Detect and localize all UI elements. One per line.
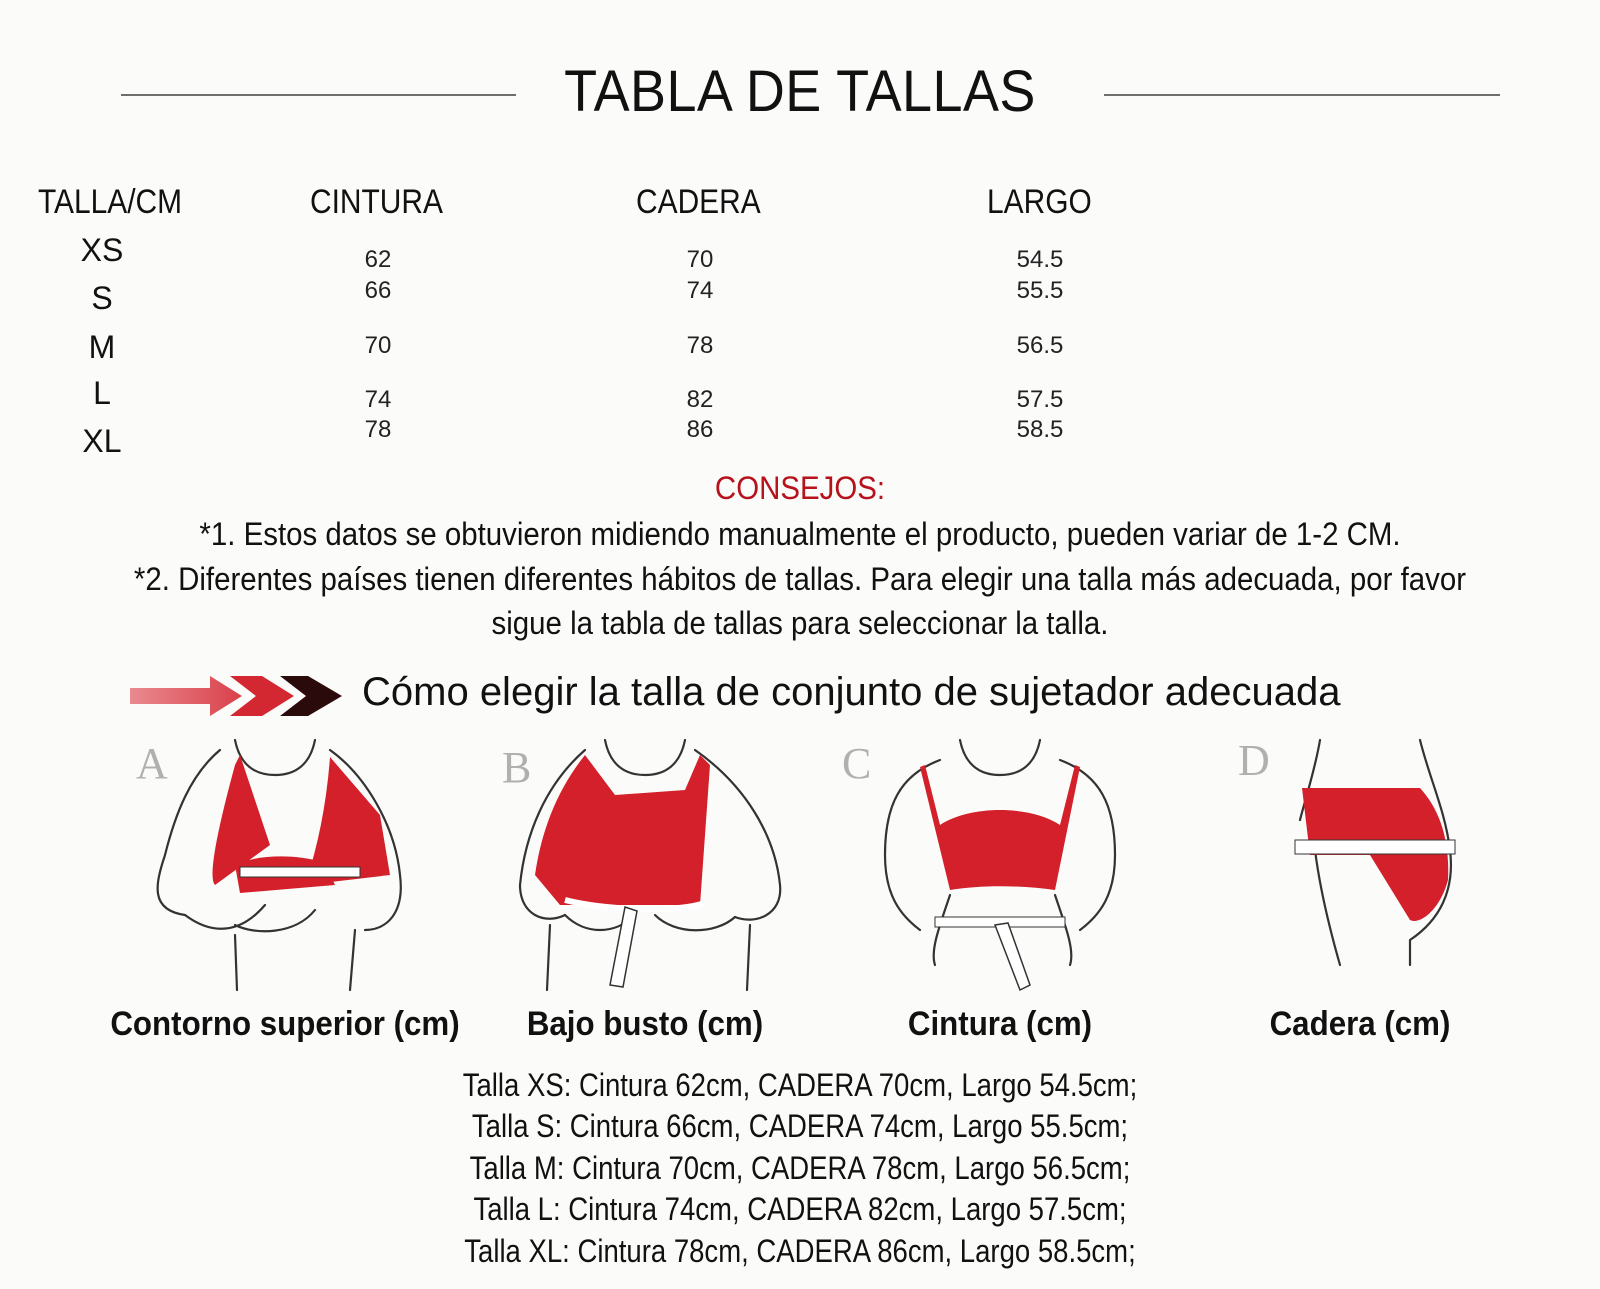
cell-cintura: 66 [364,277,392,304]
summary-line: Talla M: Cintura 70cm, CADERA 78cm, Largo 56.5cm; [469,1150,1131,1186]
tip-3: sigue la tabla de tallas para seleccionar la talla. [491,605,1109,641]
caption-contorno-superior: Contorno superior (cm) [110,1005,460,1043]
size-label: XS [80,232,124,268]
tips-title: CONSEJOS: [714,470,886,506]
cell-largo: 54.5 [1016,246,1064,273]
header-largo: LARGO [987,183,1092,221]
figure-a-bust-illustration [145,735,425,995]
cell-cintura: 70 [364,332,392,359]
figure-letter-a: A [136,739,168,788]
size-label: L [93,375,111,411]
size-label: S [91,280,113,316]
cell-cadera: 78 [686,332,714,359]
summary-line: Talla XL: Cintura 78cm, CADERA 86cm, Largo 58.5cm; [464,1233,1136,1269]
size-label: M [88,329,116,365]
cell-cintura: 62 [364,246,392,273]
page-title: TABLA DE TALLAS [564,59,1036,124]
cell-cintura: 74 [364,386,392,413]
cell-cintura: 78 [364,416,392,443]
summary-line: Talla L: Cintura 74cm, CADERA 82cm, Largo 57.5cm; [473,1191,1127,1227]
summary-line: Talla S: Cintura 66cm, CADERA 74cm, Largo 55.5cm; [471,1108,1129,1144]
tip-2: *2. Diferentes países tienen diferentes hábitos de tallas. Para elegir una talla más adecuada, por favor [133,561,1467,597]
cell-cadera: 86 [686,416,714,443]
size-label: XL [82,423,122,459]
header-cadera: CADERA [636,183,761,221]
cell-cadera: 70 [686,246,714,273]
howto-heading: Cómo elegir la talla de conjunto de sujetador adecuada [362,670,1341,714]
figure-d-hip-illustration [1300,740,1480,970]
header-talla: TALLA/CM [38,183,183,221]
figure-letter-b: B [502,743,532,792]
header-cintura: CINTURA [310,183,443,221]
title-rule-right [1104,94,1500,96]
cell-largo: 58.5 [1016,416,1064,443]
caption-cadera: Cadera (cm) [1269,1005,1451,1043]
figure-c-waist-illustration [880,735,1120,1005]
summary-line: Talla XS: Cintura 62cm, CADERA 70cm, Largo 54.5cm; [462,1067,1138,1103]
triple-arrow-icon [130,668,350,724]
caption-bajo-busto: Bajo busto (cm) [526,1005,764,1043]
tip-1: *1. Estos datos se obtuvieron midiendo manualmente el producto, pueden variar de 1-2 CM. [199,516,1401,552]
cell-largo: 57.5 [1016,386,1064,413]
caption-cintura: Cintura (cm) [907,1005,1093,1043]
cell-cadera: 74 [686,277,714,304]
cell-largo: 56.5 [1016,332,1064,359]
figure-letter-c: C [842,739,872,788]
figure-b-underbust-illustration [505,735,795,995]
figure-letter-d: D [1238,736,1270,785]
cell-largo: 55.5 [1016,277,1064,304]
cell-cadera: 82 [686,386,714,413]
